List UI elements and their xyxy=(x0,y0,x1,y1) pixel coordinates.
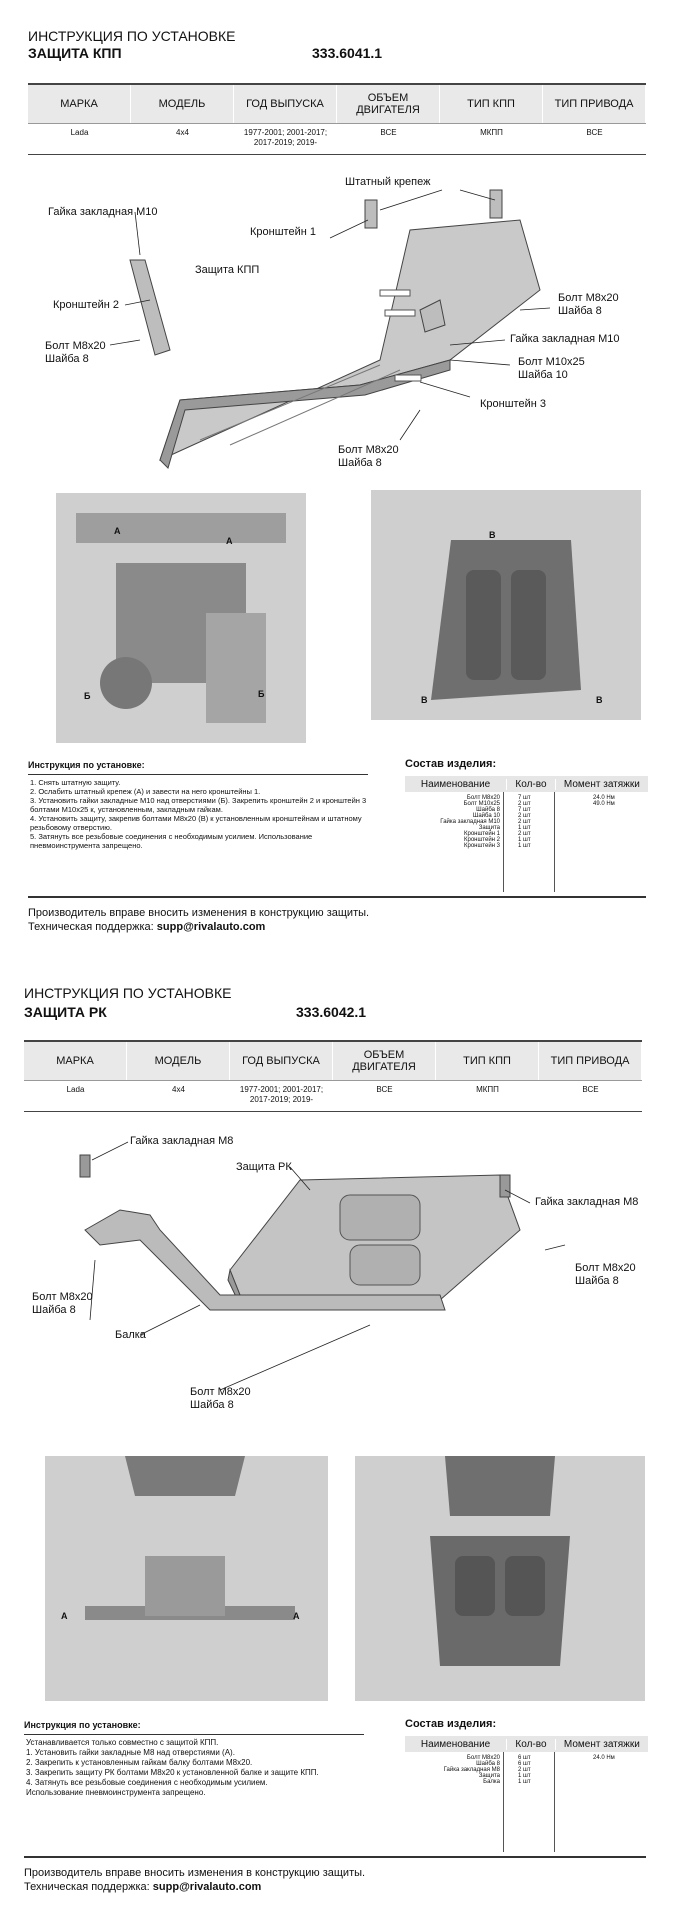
kit-item-name: Гайка закладная М8 xyxy=(443,1767,500,1773)
doc2-spec-table xyxy=(24,1040,642,1112)
kit-item-name: Гайка закладная М10 xyxy=(440,819,500,825)
label-kronshtein-2: Кронштейн 2 xyxy=(53,299,119,311)
doc1-spec-row xyxy=(28,124,646,155)
divider xyxy=(28,774,368,775)
label-shaiba8-right: Шайба 8 xyxy=(558,305,602,317)
cell-drive: ВСЕ xyxy=(586,128,603,137)
underbody-photo-left xyxy=(45,1456,328,1701)
doc2-kit-heading: Состав изделия: xyxy=(405,1718,497,1730)
divider xyxy=(24,1734,364,1735)
doc1-photo-right xyxy=(371,490,641,720)
kit-item-qty: 7 шт xyxy=(518,807,531,813)
label-kronshtein-1: Кронштейн 1 xyxy=(250,226,316,238)
underbody-photo-right xyxy=(371,490,641,720)
label-gaika-m10-right: Гайка закладная М10 xyxy=(510,333,620,345)
kit-item-qty: 6 шт xyxy=(518,1755,531,1761)
kit-item-qty: 1 шт xyxy=(518,1773,531,1779)
doc1-instructions-text: 1. Снять штатную защиту. 2. Ослабить штатный крепеж (А) и завести на него кронштейны 1. 3. Установить гайки закладные М10 над отверстиями (Б). Закрепить кронштейн 2 и кронштейн 3 болтами М10х25 к, установленным, закладным гайкам. 4. Установить защиту, закрепив болтами М8х20 (В) к установленным кронштейнам и штатному резьбовому отверстию. 5. Затянуть все резьбовые соединения с необходимым усилием. Использование пневмоинструмента запрещено. xyxy=(30,778,367,850)
label-bolt-m8-right: Болт М8х20 xyxy=(575,1262,636,1274)
doc1-spec-table xyxy=(28,83,646,155)
kit-item-torque: 24.0 Нм xyxy=(593,1755,615,1761)
kit-item-qty: 1 шт xyxy=(518,1779,531,1785)
underbody-photo-right xyxy=(355,1456,645,1701)
kit-item-name: Шайба 10 xyxy=(472,813,500,819)
cell-year: 1977-2001; 2001-2017; 2017-2019; 2019- xyxy=(239,1085,324,1104)
weld-nut-right xyxy=(500,1175,510,1197)
label-kronshtein-3: Кронштейн 3 xyxy=(480,398,546,410)
label-shaiba8-left: Шайба 8 xyxy=(32,1304,76,1316)
cell-engine: ВСЕ xyxy=(380,128,397,137)
col-engine: ОБЪЕМ ДВИГАТЕЛЯ xyxy=(337,85,440,123)
label-bolt-m8-right: Болт М8х20 xyxy=(558,292,619,304)
doc2-instructions-text: Устанавливается только совместно с защитой КПП. 1. Установить гайки закладные М8 над отверстиями (А). 2. Закрепить к установленным гайкам балку болтами М8х20. 3. Закрепить защиту РК болтами М8х20 к установленной балке и защите КПП. 4. Затянуть все резьбовые соединения с необходимым усилием. Использование пневмоинструмента запрещено. xyxy=(26,1738,319,1797)
kit-item-name: Кронштейн 2 xyxy=(464,837,500,843)
doc1-footer-disclaimer: Производитель вправе вносить изменения в конструкцию защиты. xyxy=(28,907,370,919)
label-shaiba8-bottom: Шайба 8 xyxy=(338,457,382,469)
kit-item-qty: 7 шт xyxy=(518,795,531,801)
kit-vline xyxy=(503,792,504,892)
mark-a-left: А xyxy=(114,526,121,536)
doc2-footer-disclaimer: Производитель вправе вносить изменения в конструкцию защиты. xyxy=(24,1867,366,1879)
col-gearbox: ТИП КПП xyxy=(440,85,543,123)
doc2-footer-support xyxy=(24,1880,261,1894)
col-marka: МАРКА xyxy=(24,1042,127,1080)
cell-engine: ВСЕ xyxy=(376,1085,393,1094)
kit-item-qty: 1 шт xyxy=(518,837,531,843)
doc2-photo-right xyxy=(355,1456,645,1701)
col-gearbox: ТИП КПП xyxy=(436,1042,539,1080)
mark-v-top: В xyxy=(489,530,496,540)
divider xyxy=(24,1856,646,1858)
cell-gearbox: МКПП xyxy=(476,1085,499,1094)
col-drive: ТИП ПРИВОДА xyxy=(543,85,646,123)
cell-gearbox: МКПП xyxy=(480,128,503,137)
doc2-spec-row xyxy=(24,1081,642,1112)
doc1-footer-support xyxy=(28,920,265,934)
col-year: ГОД ВЫПУСКА xyxy=(230,1042,333,1080)
support-label: Техническая поддержка: xyxy=(28,921,154,933)
mark-v-left: В xyxy=(421,695,428,705)
kit-item-qty: 2 шт xyxy=(518,831,531,837)
kit-item-name: Болт М8х20 xyxy=(466,1755,500,1761)
cell-model: 4x4 xyxy=(176,128,189,137)
doc1-product-code: 333.6041.1 xyxy=(312,45,383,61)
doc1-kit-columns xyxy=(405,776,648,792)
col-model: МОДЕЛЬ xyxy=(131,85,234,123)
kit-item-qty: 1 шт xyxy=(518,825,531,831)
kit-item-name: Кронштейн 3 xyxy=(464,843,500,849)
kit-item-qty: 2 шт xyxy=(518,813,531,819)
doc2-title: ИНСТРУКЦИЯ ПО УСТАНОВКЕ xyxy=(24,985,232,1001)
kit-item-name: Болт М8х20 xyxy=(466,795,500,801)
mark-b-right: Б xyxy=(258,689,265,699)
label-shtatny: Штатный крепеж xyxy=(345,176,431,188)
kit-item-name: Защита xyxy=(478,825,500,831)
doc1-kit-heading: Состав изделия: xyxy=(405,758,497,770)
doc1-photo-left xyxy=(56,493,306,743)
kit-col-qty: Кол-во xyxy=(507,1739,556,1750)
rk-guard-plate xyxy=(228,1175,520,1310)
label-bolt-m8-bottom: Болт М8х20 xyxy=(190,1386,251,1398)
label-shaiba8-right: Шайба 8 xyxy=(575,1275,619,1287)
kit-vline xyxy=(554,1752,555,1852)
doc2-subtitle: ЗАЩИТА РК xyxy=(24,1004,107,1020)
label-balka: Балка xyxy=(115,1329,146,1341)
doc2-photo-left xyxy=(45,1456,328,1701)
cell-marka: Lada xyxy=(70,128,89,137)
label-zashita-rk: Защита РК xyxy=(236,1161,292,1173)
label-shaiba10: Шайба 10 xyxy=(518,369,568,381)
mark-v-right: В xyxy=(596,695,603,705)
kit-item-qty: 2 шт xyxy=(518,819,531,825)
cell-year: 1977-2001; 2001-2017; 2017-2019; 2019- xyxy=(243,128,328,147)
doc2-instructions-heading: Инструкция по установке: xyxy=(24,1720,141,1730)
label-zashita-kpp: Защита КПП xyxy=(195,264,260,276)
underbody-photo-left xyxy=(56,493,306,743)
cell-model: 4x4 xyxy=(172,1085,185,1094)
label-gaika-m8-left: Гайка закладная М8 xyxy=(130,1135,234,1147)
doc1-spec-header xyxy=(28,83,646,124)
support-email[interactable]: supp@rivalauto.com xyxy=(156,921,266,933)
divider xyxy=(28,896,646,898)
kit-item-name: Шайба 8 xyxy=(476,1761,500,1767)
mark-a-left: А xyxy=(61,1611,68,1621)
col-year: ГОД ВЫПУСКА xyxy=(234,85,337,123)
bracket-1 xyxy=(365,190,502,228)
kit-col-qty: Кол-во xyxy=(507,779,556,790)
col-marka: МАРКА xyxy=(28,85,131,123)
col-model: МОДЕЛЬ xyxy=(127,1042,230,1080)
mark-b-left: Б xyxy=(84,691,91,701)
kit-item-name: Кронштейн 1 xyxy=(464,831,500,837)
support-email[interactable]: supp@rivalauto.com xyxy=(152,1881,262,1893)
doc1-subtitle: ЗАЩИТА КПП xyxy=(28,45,122,61)
kit-item-qty: 6 шт xyxy=(518,1761,531,1767)
label-bolt-m10: Болт М10х25 xyxy=(518,356,585,368)
cell-drive: ВСЕ xyxy=(582,1085,599,1094)
label-bolt-m8-left: Болт М8х20 xyxy=(32,1291,93,1303)
kit-item-torque: 24.0 Нм xyxy=(593,795,615,801)
mark-a-right: А xyxy=(293,1611,300,1621)
weld-nut-left xyxy=(80,1155,90,1177)
label-bolt-m8-bottom: Болт М8х20 xyxy=(338,444,399,456)
support-label: Техническая поддержка: xyxy=(24,1881,150,1893)
kit-item-name: Защита xyxy=(478,1773,500,1779)
mark-a-right: А xyxy=(226,536,233,546)
doc2-kit-columns xyxy=(405,1736,648,1752)
doc1-instructions-heading: Инструкция по установке: xyxy=(28,760,145,770)
kit-item-torque: 49.0 Нм xyxy=(593,801,615,807)
label-bolt-m8-left: Болт М8х20 xyxy=(45,340,106,352)
kit-col-name: Наименование xyxy=(405,779,507,790)
kit-item-qty: 2 шт xyxy=(518,1767,531,1773)
col-engine: ОБЪЕМ ДВИГАТЕЛЯ xyxy=(333,1042,436,1080)
label-gaika-m8-right: Гайка закладная М8 xyxy=(535,1196,639,1208)
kit-item-name: Балка xyxy=(483,1779,500,1785)
kpp-guard-plate xyxy=(160,220,540,468)
kit-vline xyxy=(503,1752,504,1852)
kit-col-torque: Момент затяжки xyxy=(563,1738,640,1750)
kit-col-torque: Момент затяжки xyxy=(563,778,640,790)
kit-item-qty: 2 шт xyxy=(518,801,531,807)
doc2-spec-header xyxy=(24,1040,642,1081)
label-shaiba8-bottom: Шайба 8 xyxy=(190,1399,234,1411)
doc1-title: ИНСТРУКЦИЯ ПО УСТАНОВКЕ xyxy=(28,28,236,44)
col-drive: ТИП ПРИВОДА xyxy=(539,1042,642,1080)
doc2-product-code: 333.6042.1 xyxy=(296,1004,367,1020)
kit-vline xyxy=(554,792,555,892)
cell-marka: Lada xyxy=(66,1085,85,1094)
kit-item-qty: 1 шт xyxy=(518,843,531,849)
kit-item-name: Шайба 8 xyxy=(476,807,500,813)
kit-col-name: Наименование xyxy=(405,1739,507,1750)
kit-item-name: Болт М10х25 xyxy=(463,801,500,807)
label-shaiba8-left: Шайба 8 xyxy=(45,353,89,365)
label-gaika-m10-left: Гайка закладная М10 xyxy=(48,206,158,218)
